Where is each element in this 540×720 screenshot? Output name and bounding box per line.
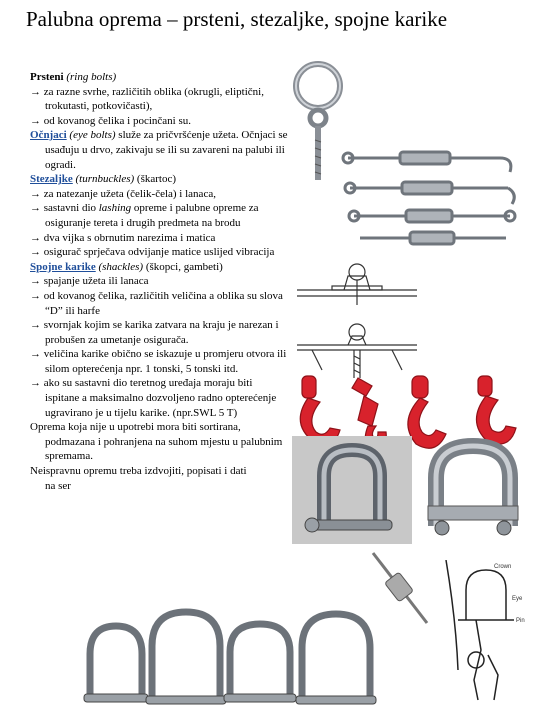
list-item: → sastavni dio lashing opreme i palubne opreme za osiguranje tereta i drugih predmeta na brodu — [30, 202, 259, 229]
page-title: Palubna oprema – prsteni, stezaljke, spojne karike — [26, 7, 448, 31]
list-item: → od kovanog čelika i pocinčani su. — [30, 114, 191, 127]
shackles-row-photo — [80, 602, 400, 712]
wire-rope-clip-photo — [418, 436, 528, 544]
list-item: → svornjak kojim se karika zatvara na kraju je narezan i probušen za umetanje osigurača. — [30, 319, 279, 346]
turnbuckles-photo — [340, 140, 520, 250]
list-item: → osigurač sprječava odvijanje matice uslijed vibracija — [30, 246, 275, 259]
shackles-heading: Spojne karike (shackles) (škopci, gambeti) — [30, 260, 223, 273]
crown-label: Crown — [494, 564, 512, 570]
eye-bolts-link[interactable]: Očnjaci — [30, 129, 67, 142]
list-item: → dva vijka s obrnutim narezima i matica — [30, 231, 216, 244]
eye-bolt-drawings — [292, 250, 422, 380]
list-item: → od kovanog čelika, različitih veličina a oblika su slova “D” ili harfe — [30, 289, 283, 317]
closing-paragraph-2: Neispravnu opremu treba izdvojiti, popisati i dati na ser — [30, 465, 247, 492]
ring-bolt-illustration — [288, 60, 348, 185]
eye-label: Eye — [512, 596, 523, 602]
shackle-diagram — [436, 560, 536, 710]
rings-heading: Prsteni (ring bolts) — [30, 71, 117, 83]
list-item: → za razne svrhe, različitih oblika (okrugli, eliptični, trokutasti, potkovičasti), — [30, 85, 264, 113]
shackles-link[interactable]: Spojne karike — [30, 260, 96, 273]
turnbuckles-link[interactable]: Stezaljke — [30, 173, 73, 186]
pin-label: Pin — [516, 618, 525, 624]
small-turnbuckle-photo — [365, 545, 435, 630]
list-item: → za natezanje užeta (čelik-čela) i lanaca, — [30, 187, 216, 200]
body-text — [30, 70, 288, 493]
list-item: → veličina karike obično se iskazuje u promjeru otvora ili silom opterećenja npr. 1 tonski, 5 tonski itd. — [30, 348, 287, 375]
d-shackle-photo — [292, 436, 412, 544]
eye-bolts-paragraph: Očnjaci (eye bolts) služe za pričvršćenje užeta. Očnjaci se usađuju u drvo, zakivaju se ili su zavareni na palubi ili ogradi. — [30, 129, 288, 171]
list-item: → spajanje užeta ili lanaca — [30, 275, 149, 288]
list-item: → ako su sastavni dio teretnog uređaja moraju biti ispitane a maksimalno dozvoljeno radno opterećenje ugravirano je u tijelu karike. (npr.SWL 5 T) — [30, 377, 277, 419]
turnbuckles-heading: Stezaljke (turnbuckles) (škartoc) — [30, 173, 177, 186]
closing-paragraph-1: Oprema koja nije u upotrebi mora biti sortirana, podmazana i pohranjena na suhom mjestu u palubnim spremama. — [30, 421, 283, 463]
